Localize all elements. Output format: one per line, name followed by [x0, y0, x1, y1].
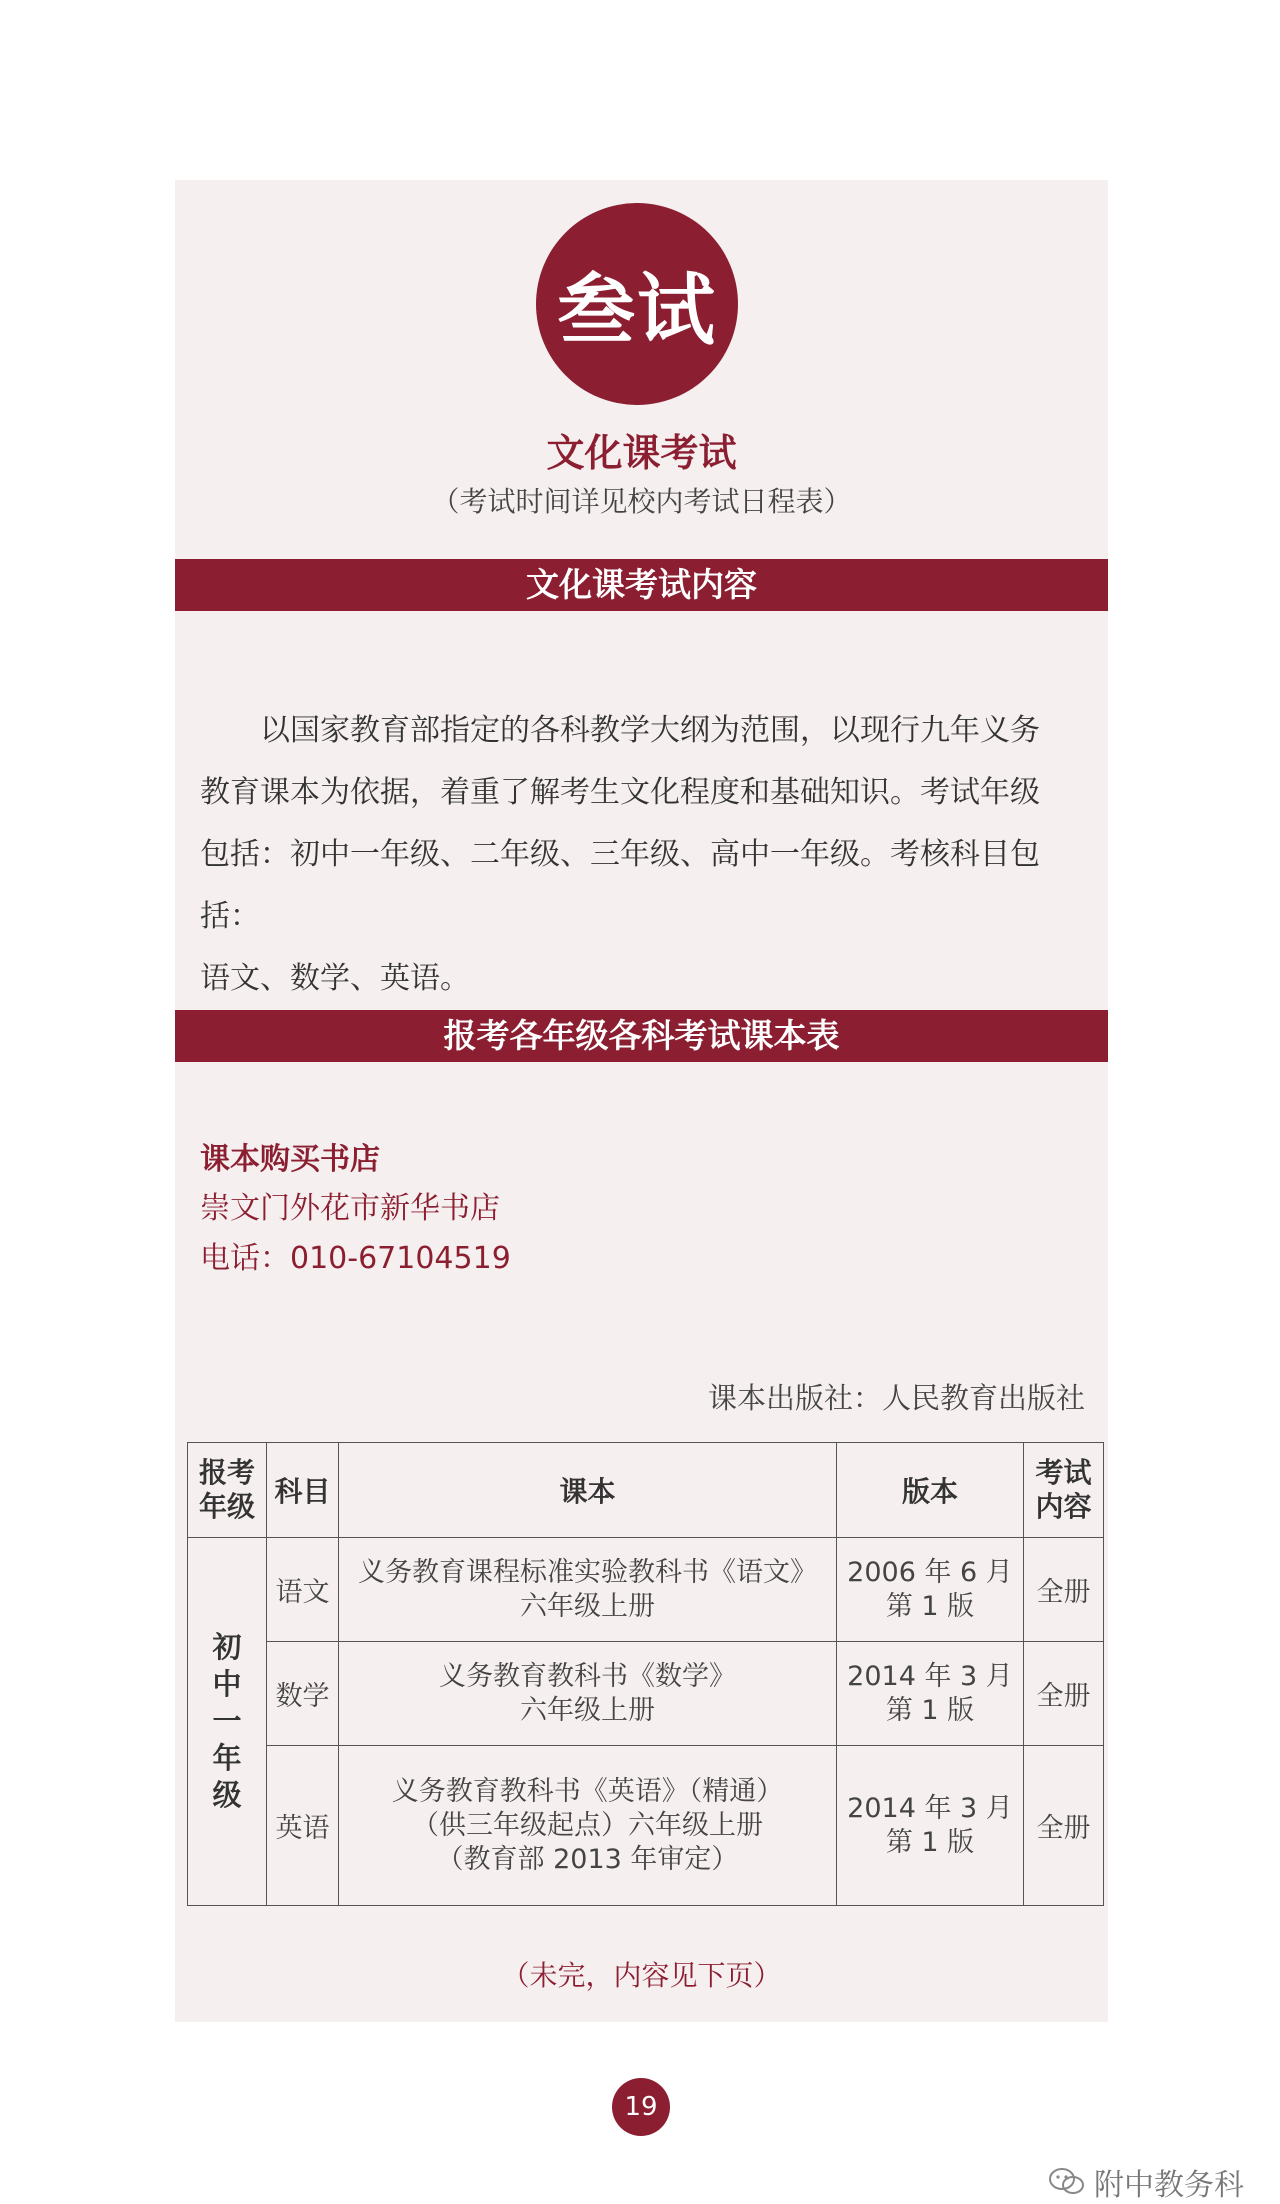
watermark — [1048, 2160, 1244, 2204]
paragraph-line: 包括：初中一年级、二年级、三年级、高中一年级。考核科目包括： — [200, 837, 1040, 934]
table-header-row — [188, 1443, 1104, 1538]
textbook-cell: 义务教育课程标准实验教科书《语文》 六年级上册 — [339, 1538, 837, 1642]
table-row — [188, 1538, 1104, 1642]
edition-cell: 2014 年 3 月 第 1 版 — [837, 1642, 1024, 1746]
subject-cell: 语文 — [267, 1538, 339, 1642]
page-subtitle: （考试时间详见校内考试日程表） — [431, 485, 852, 518]
page-title: 文化课考试 — [546, 431, 737, 475]
section-badge: 叁试 — [536, 203, 738, 405]
header-subject: 科目 — [267, 1443, 339, 1538]
header-edition: 版本 — [837, 1443, 1024, 1538]
table-row — [188, 1642, 1104, 1746]
scope-cell: 全册 — [1024, 1642, 1104, 1746]
wechat-icon — [1048, 2167, 1086, 2197]
edition-cell: 2014 年 3 月 第 1 版 — [837, 1746, 1024, 1906]
textbook-table — [187, 1442, 1104, 1906]
paragraph-line: 以国家教育部指定的各科教学大纲为范围，以现行九年义务 — [260, 713, 1040, 748]
scope-cell: 全册 — [1024, 1746, 1104, 1906]
store-name: 崇文门外花市新华书店 — [200, 1191, 500, 1226]
textbook-cell: 义务教育教科书《数学》 六年级上册 — [339, 1642, 837, 1746]
section-heading-textbooks: 报考各年级各科考试课本表 — [175, 1010, 1108, 1062]
table-row — [188, 1746, 1104, 1906]
subject-cell: 英语 — [267, 1746, 339, 1906]
publisher-note: 课本出版社：人民教育出版社 — [707, 1381, 1085, 1415]
grade-cell: 初 中 一 年 级 — [188, 1538, 267, 1906]
continued-note: （未完，内容见下页） — [501, 1959, 782, 1992]
textbook-cell: 义务教育教科书《英语》（精通） （供三年级起点）六年级上册 （教育部 2013 年审定） — [339, 1746, 837, 1906]
header-exam-scope: 考试 内容 — [1024, 1443, 1104, 1538]
paragraph-line: 语文、数学、英语。 — [200, 961, 470, 996]
page-number: 19 — [612, 2078, 670, 2136]
header-grade: 报考 年级 — [188, 1443, 267, 1538]
header-textbook: 课本 — [339, 1443, 837, 1538]
paragraph-line: 教育课本为依据，着重了解考生文化程度和基础知识。考试年级 — [200, 775, 1040, 810]
content-paragraph — [200, 700, 1093, 1010]
scope-cell: 全册 — [1024, 1538, 1104, 1642]
section-heading-content: 文化课考试内容 — [175, 559, 1108, 611]
edition-cell: 2006 年 6 月 第 1 版 — [837, 1538, 1024, 1642]
watermark-text: 附中教务科 — [1094, 2168, 1244, 2203]
store-phone: 电话：010-67104519 — [200, 1241, 511, 1276]
subject-cell: 数学 — [267, 1642, 339, 1746]
store-label: 课本购买书店 — [200, 1142, 380, 1177]
